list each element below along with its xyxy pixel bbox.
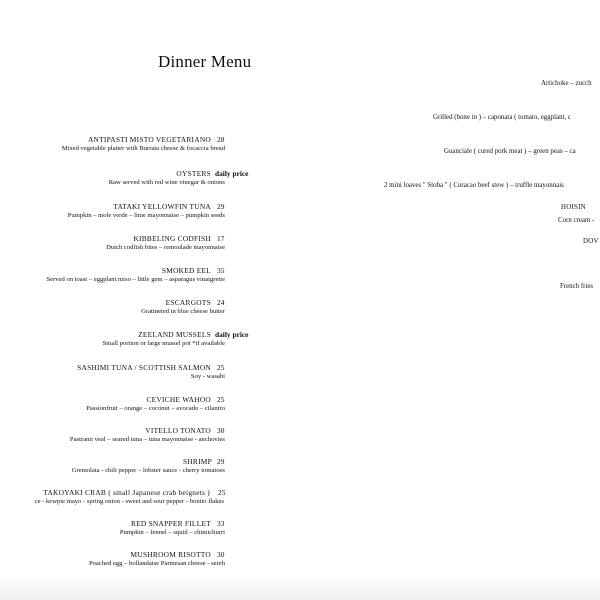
item-price: daily price bbox=[215, 169, 249, 178]
page-title: Dinner Menu bbox=[158, 52, 252, 71]
item-price: daily price bbox=[215, 330, 249, 339]
item-name: TAKOYAKI CRAB ( small Japanese crab beignets ) bbox=[43, 488, 210, 497]
right-menu-line: Corn cream - bbox=[558, 217, 595, 224]
item-description: Dutch codfish bites – remoulade mayonnaise bbox=[106, 244, 225, 251]
right-menu-line: DOV bbox=[583, 238, 599, 245]
item-name: ZEELAND MUSSELS bbox=[138, 330, 211, 339]
item-description: Gratineted in blue cheese butter bbox=[141, 308, 225, 315]
item-name: TATAKI YELLOWFIN TUNA bbox=[113, 202, 211, 211]
item-price: 29 bbox=[217, 457, 225, 466]
item-description: ce - kewpie mayo - spring onion - sweet and sour pepper - bonito flakes bbox=[34, 498, 224, 505]
menu-item bbox=[12, 298, 237, 315]
item-price: 25 bbox=[217, 395, 225, 404]
item-price: 30 bbox=[217, 426, 225, 435]
item-description: Pumpkin – mole verde – lime mayonnaise – pumpkin seeds bbox=[67, 212, 225, 219]
right-menu-line: French fries bbox=[560, 283, 594, 290]
right-menu-line: Guanciale ( cured pork meat ) – green peas – ca bbox=[444, 148, 576, 155]
menu-item bbox=[12, 488, 237, 505]
item-description: Poached egg – hollandaise Parmesan cheese - sereh bbox=[88, 560, 225, 567]
menu-item bbox=[12, 135, 237, 152]
item-price: 30 bbox=[217, 550, 225, 559]
item-name: ANTIPASTI MISTO VEGETARIANO bbox=[87, 135, 211, 144]
item-price: 25 bbox=[218, 488, 226, 497]
item-price: 24 bbox=[217, 298, 225, 307]
item-description: Mixed vegetable platter with Burrata cheese & focaccia bread bbox=[61, 145, 225, 152]
item-description: Raw served with red wine vinegar & onions bbox=[108, 179, 225, 186]
item-description: Pumpkin – fennel – squid – chimichurri bbox=[119, 529, 225, 536]
item-description: Served on toast – eggplant miso – little gem – asparagus vinaigrette bbox=[46, 276, 225, 283]
menu-item bbox=[12, 266, 237, 283]
item-description: Gremolata - chili pepper – lobster sauce - cherry tomatoes bbox=[71, 467, 225, 474]
menu-item bbox=[12, 426, 237, 443]
item-name: KIBBELING CODFISH bbox=[133, 234, 211, 243]
item-description: Passionfruit – orange – coconut – avocado – cilantro bbox=[86, 405, 225, 412]
item-name: RED SNAPPER FILLET bbox=[130, 519, 211, 528]
item-name: SHRIMP bbox=[182, 457, 212, 466]
item-description: Soy - wasabi bbox=[190, 373, 225, 380]
menu-item bbox=[12, 550, 237, 567]
item-price: 25 bbox=[217, 363, 225, 372]
item-price: 28 bbox=[217, 135, 225, 144]
menu-item bbox=[12, 330, 249, 347]
menu-item bbox=[12, 234, 237, 251]
viewer-bottom-bar bbox=[0, 574, 600, 600]
item-name: ESCARGOTS bbox=[165, 298, 211, 307]
item-name: SASHIMI TUNA / SCOTTISH SALMON bbox=[77, 363, 211, 372]
item-name: CEVICHE WAHOO bbox=[146, 395, 211, 404]
right-menu-line: 2 mini loaves " Stoba " ( Curacao beef stew ) – truffle mayonnais bbox=[384, 182, 564, 189]
item-description: Pastrami veal – seared tuna – tuna mayonnaise - anchovies bbox=[69, 436, 225, 443]
item-name: VITELLO TONATO bbox=[145, 426, 211, 435]
right-menu-line: Artichoke – zucch bbox=[541, 80, 592, 87]
item-price: 29 bbox=[217, 202, 225, 211]
right-menu-line: Grilled (bone in ) – caponata ( tomato, eggplant, c bbox=[433, 114, 571, 121]
item-name: SMOKED EEL bbox=[161, 266, 211, 275]
menu-item bbox=[12, 395, 237, 412]
menu-item bbox=[12, 519, 237, 536]
item-price: 33 bbox=[217, 519, 225, 528]
menu-item bbox=[12, 169, 249, 186]
item-name: MUSHROOM RISOTTO bbox=[130, 550, 211, 559]
item-name: OYSTERS bbox=[176, 169, 211, 178]
right-menu-line: HOISIN bbox=[561, 204, 586, 211]
menu-item bbox=[12, 202, 237, 219]
menu-item bbox=[12, 363, 237, 380]
item-price: 35 bbox=[217, 266, 225, 275]
item-price: 17 bbox=[217, 234, 225, 243]
item-description: Small portion or large mussel pot *if available bbox=[102, 340, 225, 347]
menu-item bbox=[12, 457, 237, 474]
